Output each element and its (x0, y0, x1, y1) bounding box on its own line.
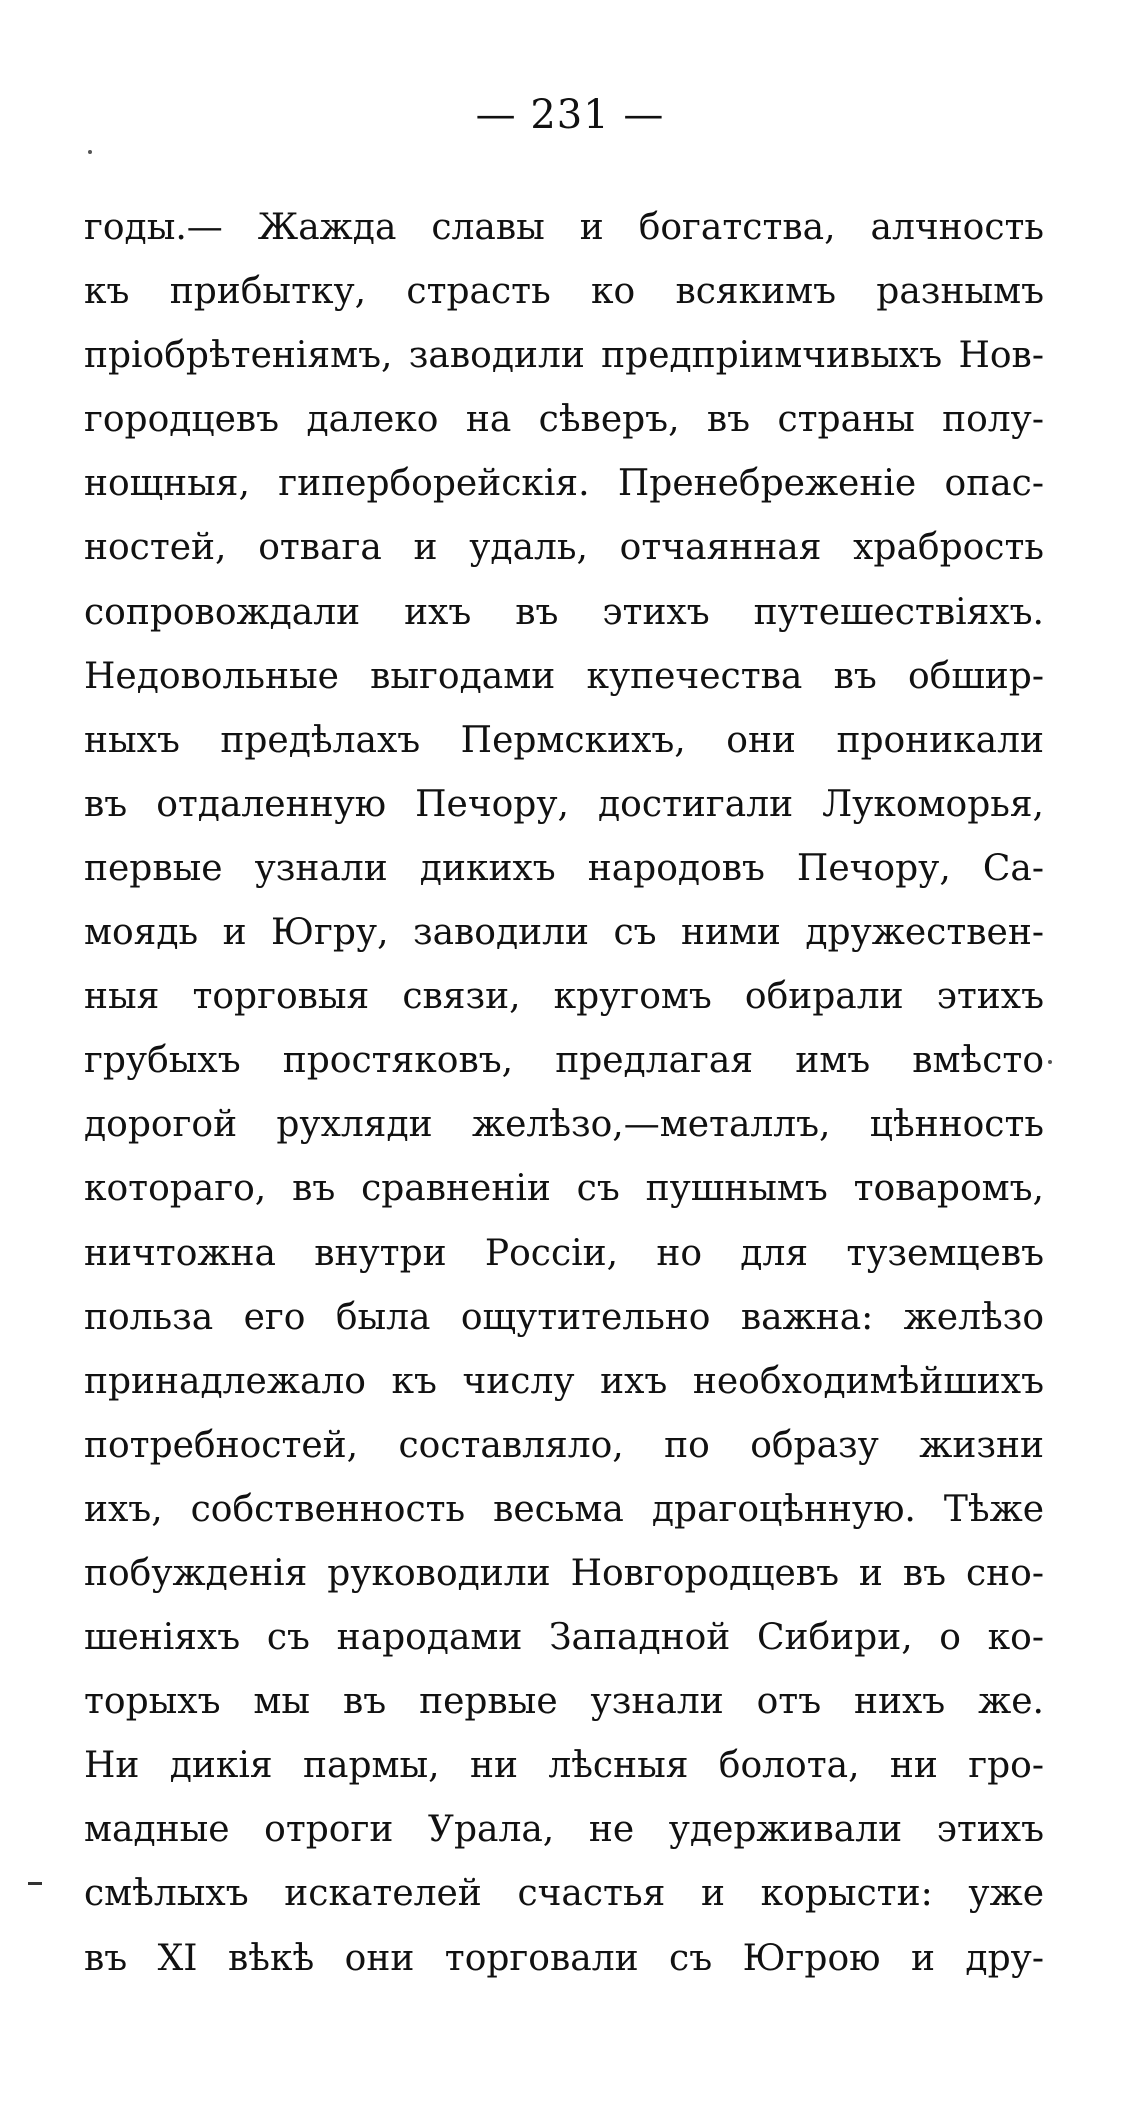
text-line: польза его была ощутительно важна: желѣзо (84, 1296, 1044, 1338)
text-line: въ XI вѣкѣ они торговали съ Югрою и дру- (84, 1937, 1044, 1979)
text-line: котораго, въ сравненіи съ пушнымъ товаромъ, (84, 1168, 1044, 1210)
text-line: мадные отроги Урала, не удерживали этихъ (84, 1809, 1044, 1851)
text-line: первые узнали дикихъ народовъ Печору, Са- (84, 847, 1044, 889)
text-line: ныя торговыя связи, кругомъ обирали этихъ (84, 976, 1044, 1018)
text-line: моядь и Югру, заводили съ ними дружествен- (84, 912, 1044, 954)
text-line: грубыхъ простяковъ, предлагая имъ вмѣсто (84, 1040, 1044, 1082)
text-line: къ прибытку, страсть ко всякимъ разнымъ (84, 271, 1044, 313)
print-speck (1048, 1060, 1052, 1064)
text-line: ныхъ предѣлахъ Пермскихъ, они проникали (84, 719, 1044, 761)
text-line: нощныя, гиперборейскія. Пренебреженіе опас- (84, 463, 1044, 505)
text-line: въ отдаленную Печору, достигали Лукоморья, (84, 783, 1044, 825)
text-line: потребностей, составляло, по образу жизни (84, 1424, 1044, 1466)
text-line: ихъ, собственность весьма драгоцѣнную. Тѣже (84, 1488, 1044, 1530)
text-line: годы.— Жажда славы и богатства, алчность (84, 207, 1044, 248)
text-line: шеніяхъ съ народами Западной Сибири, о ко- (84, 1617, 1044, 1659)
text-line: побужденія руководили Новгородцевъ и въ сно- (84, 1552, 1044, 1594)
text-line: ничтожна внутри Россіи, но для туземцевъ (84, 1232, 1044, 1274)
body-text (84, 196, 1044, 1991)
text-line: пріобрѣтеніямъ, заводили предпріимчивыхъ Нов- (84, 335, 1044, 377)
margin-mark (28, 1882, 42, 1885)
page-number: — 231 — (475, 92, 665, 138)
text-line: ностей, отвага и удаль, отчаянная храбрость (84, 527, 1044, 569)
print-speck (88, 150, 92, 154)
text-line: смѣлыхъ искателей счастья и корысти: уже (84, 1873, 1044, 1915)
text-line: городцевъ далеко на сѣверъ, въ страны полу- (84, 399, 1044, 441)
text-line: дорогой рухляди желѣзо,—металлъ, цѣнность (84, 1104, 1044, 1146)
text-line: принадлежало къ числу ихъ необходимѣйшихъ (84, 1360, 1044, 1402)
text-line: торыхъ мы въ первые узнали отъ нихъ же. (84, 1681, 1044, 1723)
text-line: сопровождали ихъ въ этихъ путешествіяхъ. (84, 591, 1044, 633)
text-line: Ни дикія пармы, ни лѣсныя болота, ни гро- (84, 1745, 1044, 1787)
text-line: Недовольные выгодами купечества въ обшир- (84, 655, 1044, 697)
